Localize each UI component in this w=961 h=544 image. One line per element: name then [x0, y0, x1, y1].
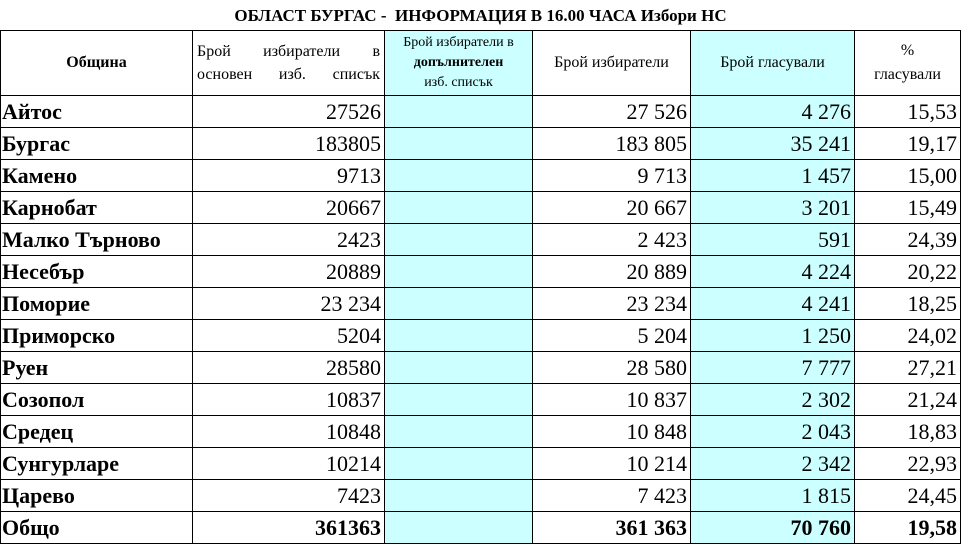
additional-list-count: [385, 416, 533, 448]
total-voters-count: 183 805: [533, 128, 691, 160]
turnout-percent: 24,45: [855, 480, 961, 512]
header-voted: Брой гласували: [691, 31, 855, 96]
main-list-count: 361363: [193, 512, 385, 544]
main-list-count: 20889: [193, 256, 385, 288]
voted-count: 2 342: [691, 448, 855, 480]
table-row: [1, 448, 961, 480]
table-row: [1, 352, 961, 384]
voted-count: 1 457: [691, 160, 855, 192]
total-voters-count: 27 526: [533, 96, 691, 128]
municipality-name: Карнобат: [1, 192, 193, 224]
municipality-name: Бургас: [1, 128, 193, 160]
turnout-percent: 18,83: [855, 416, 961, 448]
turnout-percent: 19,58: [855, 512, 961, 544]
additional-list-count: [385, 512, 533, 544]
total-voters-count: 10 214: [533, 448, 691, 480]
additional-list-count: [385, 288, 533, 320]
main-list-count: 23 234: [193, 288, 385, 320]
main-list-count: 10837: [193, 384, 385, 416]
additional-list-count: [385, 96, 533, 128]
turnout-table: [0, 30, 961, 544]
header-percent-sign: %: [900, 42, 915, 59]
table-row: [1, 416, 961, 448]
total-voters-count: 5 204: [533, 320, 691, 352]
additional-list-count: [385, 320, 533, 352]
turnout-percent: 24,39: [855, 224, 961, 256]
main-list-count: 10214: [193, 448, 385, 480]
voted-count: 4 241: [691, 288, 855, 320]
turnout-percent: 27,21: [855, 352, 961, 384]
voted-count: 3 201: [691, 192, 855, 224]
total-voters-count: 2 423: [533, 224, 691, 256]
voted-count: 4 224: [691, 256, 855, 288]
municipality-name: Поморие: [1, 288, 193, 320]
turnout-percent: 24,02: [855, 320, 961, 352]
header-additional-line1: Брой избиратели в: [403, 35, 514, 50]
table-row: [1, 480, 961, 512]
municipality-name: Царево: [1, 480, 193, 512]
total-voters-count: 28 580: [533, 352, 691, 384]
total-voters-count: 20 667: [533, 192, 691, 224]
additional-list-count: [385, 480, 533, 512]
main-list-count: 7423: [193, 480, 385, 512]
main-list-count: 27526: [193, 96, 385, 128]
municipality-name: Руен: [1, 352, 193, 384]
main-list-count: 10848: [193, 416, 385, 448]
additional-list-count: [385, 352, 533, 384]
total-voters-count: 10 848: [533, 416, 691, 448]
municipality-name: Созопол: [1, 384, 193, 416]
main-list-count: 183805: [193, 128, 385, 160]
total-voters-count: 361 363: [533, 512, 691, 544]
turnout-percent: 19,17: [855, 128, 961, 160]
municipality-name: Несебър: [1, 256, 193, 288]
additional-list-count: [385, 256, 533, 288]
turnout-percent: 20,22: [855, 256, 961, 288]
header-additional-list: [385, 31, 533, 96]
header-percent: [855, 31, 961, 96]
header-main-list: Брой избиратели в основен изб. списък: [193, 31, 385, 96]
table-row: [1, 96, 961, 128]
additional-list-count: [385, 160, 533, 192]
additional-list-count: [385, 224, 533, 256]
table-row: [1, 224, 961, 256]
table-row: [1, 160, 961, 192]
turnout-percent: 22,93: [855, 448, 961, 480]
additional-list-count: [385, 128, 533, 160]
additional-list-count: [385, 384, 533, 416]
municipality-name: Малко Търново: [1, 224, 193, 256]
voted-count: 70 760: [691, 512, 855, 544]
main-list-count: 28580: [193, 352, 385, 384]
header-additional-line2: допълнителен: [413, 55, 504, 70]
turnout-percent: 15,49: [855, 192, 961, 224]
table-row: [1, 384, 961, 416]
main-list-count: 20667: [193, 192, 385, 224]
municipality-name: Камено: [1, 160, 193, 192]
voted-count: 35 241: [691, 128, 855, 160]
header-percent-label: гласували: [874, 66, 941, 83]
header-municipality: Община: [1, 31, 193, 96]
turnout-percent: 15,00: [855, 160, 961, 192]
table-row: [1, 128, 961, 160]
header-additional-line3: изб. списък: [424, 75, 493, 90]
total-voters-count: 10 837: [533, 384, 691, 416]
main-list-count: 5204: [193, 320, 385, 352]
table-row: [1, 256, 961, 288]
municipality-name: Средец: [1, 416, 193, 448]
municipality-name: Приморско: [1, 320, 193, 352]
header-row: [1, 31, 961, 96]
voted-count: 591: [691, 224, 855, 256]
main-list-count: 2423: [193, 224, 385, 256]
main-list-count: 9713: [193, 160, 385, 192]
header-total-voters: Брой избиратели: [533, 31, 691, 96]
turnout-percent: 15,53: [855, 96, 961, 128]
municipality-name: Сунгурларе: [1, 448, 193, 480]
voted-count: 1 250: [691, 320, 855, 352]
total-voters-count: 9 713: [533, 160, 691, 192]
voted-count: 4 276: [691, 96, 855, 128]
turnout-percent: 21,24: [855, 384, 961, 416]
table-row: [1, 192, 961, 224]
total-voters-count: 20 889: [533, 256, 691, 288]
municipality-name: Айтос: [1, 96, 193, 128]
voted-count: 7 777: [691, 352, 855, 384]
voted-count: 2 043: [691, 416, 855, 448]
municipality-name: Общо: [1, 512, 193, 544]
table-row: [1, 320, 961, 352]
total-row: [1, 512, 961, 544]
table-row: [1, 288, 961, 320]
total-voters-count: 23 234: [533, 288, 691, 320]
report-title: ОБЛАСТ БУРГАС - ИНФОРМАЦИЯ В 16.00 ЧАСА Избори НС: [234, 6, 727, 25]
total-voters-count: 7 423: [533, 480, 691, 512]
voted-count: 1 815: [691, 480, 855, 512]
additional-list-count: [385, 192, 533, 224]
turnout-percent: 18,25: [855, 288, 961, 320]
additional-list-count: [385, 448, 533, 480]
voted-count: 2 302: [691, 384, 855, 416]
